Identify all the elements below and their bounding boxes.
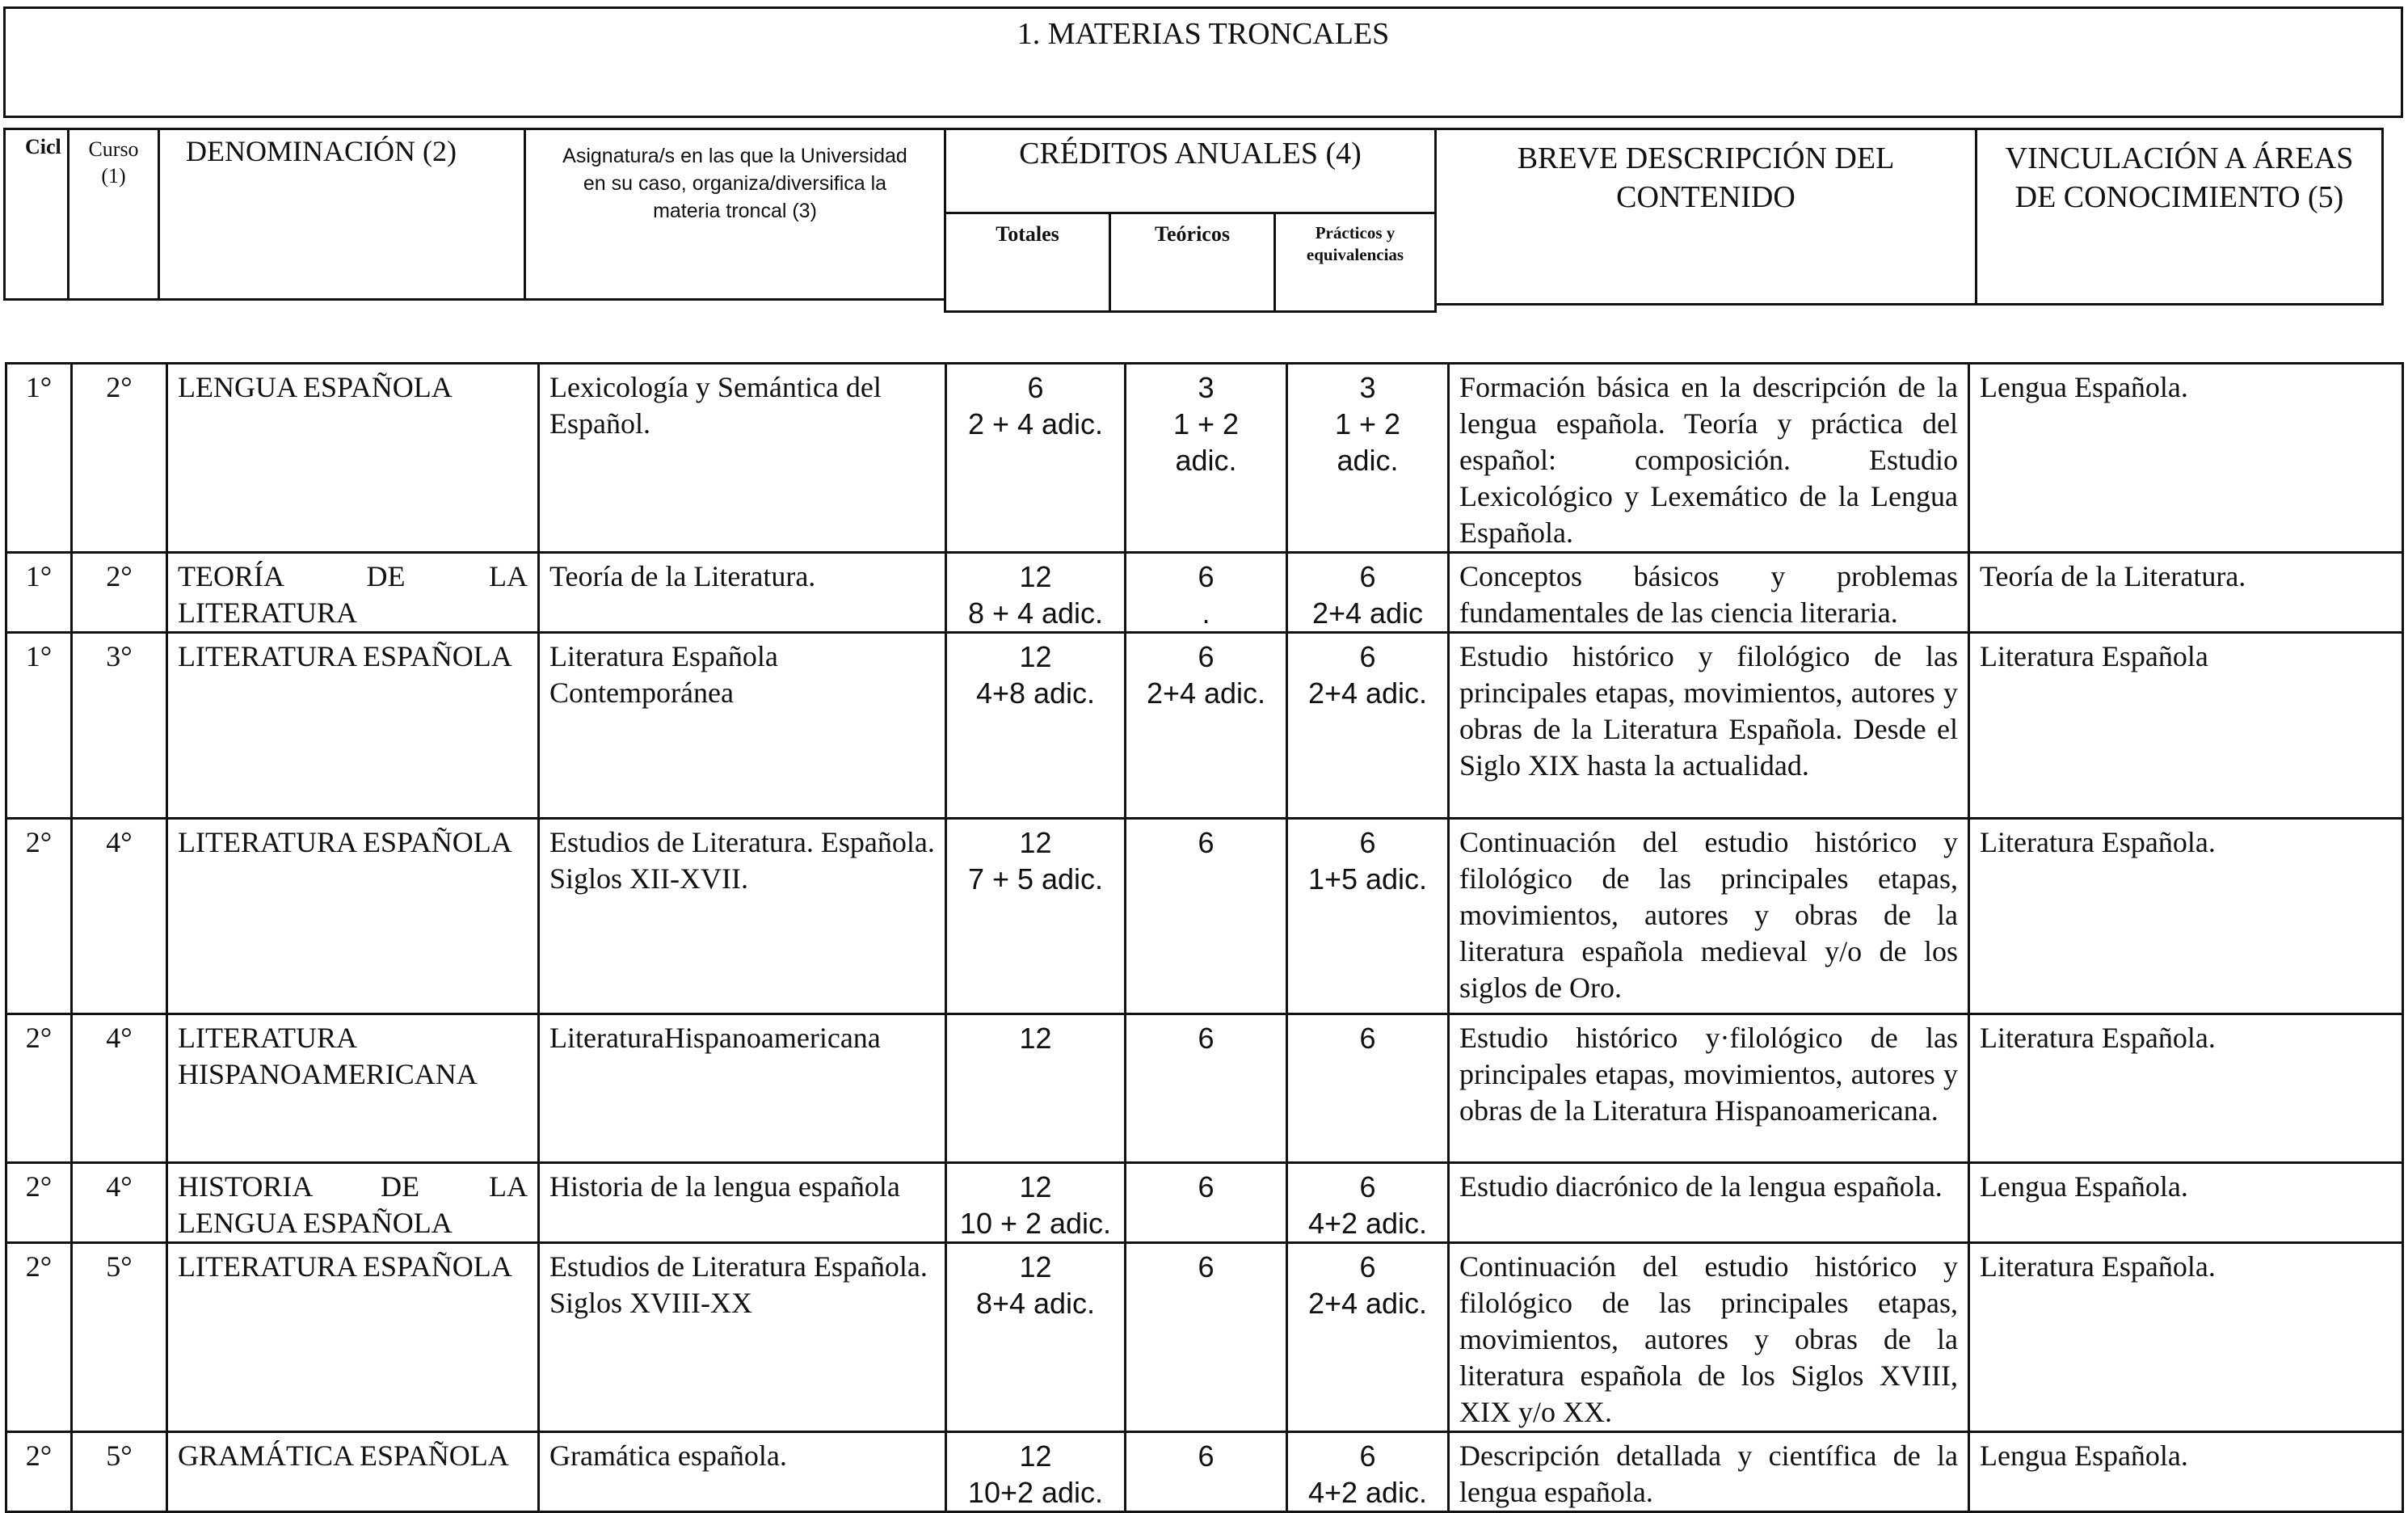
cell-curso: 3°: [72, 633, 167, 819]
cell-teoricos: 6 .: [1126, 553, 1287, 633]
cell-practicos: 6 2+4 adic: [1287, 553, 1449, 633]
header-curso: [67, 128, 160, 301]
header-teoricos: [1109, 212, 1276, 313]
table-row: [6, 1243, 2403, 1432]
cell-asignatura: Estudios de Literatura. Española. Siglos XII-XVII.: [539, 819, 946, 1014]
cell-denominacion: LENGUA ESPAÑOLA: [167, 364, 539, 553]
cell-denominacion: LITERATURA ESPAÑOLA: [167, 819, 539, 1014]
cell-curso: 4°: [72, 1163, 167, 1243]
cell-denominacion: HISTORIA DE LA LENGUA ESPAÑOLA: [167, 1163, 539, 1243]
cell-vinculacion: Lengua Española.: [1969, 1432, 2403, 1512]
header-descripcion: [1434, 128, 1977, 306]
table-row: [6, 1014, 2403, 1163]
cell-practicos: 3 1 + 2 adic.: [1287, 364, 1449, 553]
cell-vinculacion: Literatura Española.: [1969, 819, 2403, 1014]
cell-totales: 12 4+8 adic.: [946, 633, 1126, 819]
cell-curso: 4°: [72, 819, 167, 1014]
cell-descripcion: Estudio histórico y filológico de las principales etapas, movimientos, autores y obras de la Literatura Española. Desde el Siglo XIX hasta la actualidad.: [1449, 633, 1969, 819]
cell-descripcion: Conceptos básicos y problemas fundamentales de las ciencia literaria.: [1449, 553, 1969, 633]
cell-descripcion: Continuación del estudio histórico y filológico de las principales etapas, movimientos, autores y obras de la literatura española medieval y/o de los siglos de Oro.: [1449, 819, 1969, 1014]
cell-denominacion: LITERATURA HISPANOAMERICANA: [167, 1014, 539, 1163]
table-row: [6, 1163, 2403, 1243]
cell-ciclo: 1°: [6, 553, 72, 633]
cell-ciclo: 1°: [6, 633, 72, 819]
table-row: [6, 819, 2403, 1014]
cell-teoricos: 6: [1126, 819, 1287, 1014]
cell-teoricos: 3 1 + 2 adic.: [1126, 364, 1287, 553]
cell-denominacion: LITERATURA ESPAÑOLA: [167, 1243, 539, 1432]
cell-curso: 2°: [72, 553, 167, 633]
cell-curso: 2°: [72, 364, 167, 553]
cell-teoricos: 6: [1126, 1163, 1287, 1243]
cell-denominacion: TEORÍA DE LA LITERATURA: [167, 553, 539, 633]
cell-descripcion: Estudio diacrónico de la lengua española.: [1449, 1163, 1969, 1243]
table-row: [6, 1432, 2403, 1512]
troncales-table: [5, 362, 2404, 1513]
header-totales: [944, 212, 1111, 313]
header-teoricos-label: Teóricos: [1155, 222, 1230, 246]
cell-ciclo: 2°: [6, 1163, 72, 1243]
cell-ciclo: 2°: [6, 1243, 72, 1432]
header-totales-label: Totales: [996, 222, 1059, 246]
cell-ciclo: 2°: [6, 819, 72, 1014]
cell-vinculacion: Literatura Española.: [1969, 1014, 2403, 1163]
cell-vinculacion: Teoría de la Literatura.: [1969, 553, 2403, 633]
cell-teoricos: 6: [1126, 1014, 1287, 1163]
header-asignatura-label: Asignatura/s en las que la Universidad en su caso, organiza/diversifica la materia troncal (3): [562, 145, 907, 222]
cell-totales: 12 8+4 adic.: [946, 1243, 1126, 1432]
header-vinculacion: [1975, 128, 2384, 306]
cell-totales: 12 8 + 4 adic.: [946, 553, 1126, 633]
header-practicos: [1273, 212, 1437, 313]
cell-practicos: 6 4+2 adic.: [1287, 1163, 1449, 1243]
header-creditos-label: CRÉDITOS ANUALES (4): [1019, 137, 1362, 171]
cell-asignatura: Literatura Española Contemporánea: [539, 633, 946, 819]
table-row: [6, 633, 2403, 819]
cell-descripcion: Formación básica en la descripción de la lengua española. Teoría y práctica del español: composición. Estudio Lexicológico y Lexemático de la Lengua Española.: [1449, 364, 1969, 553]
header-curso-label: Curso (1): [88, 137, 139, 188]
section-title-box: [3, 6, 2403, 118]
cell-practicos: 6: [1287, 1014, 1449, 1163]
cell-ciclo: 2°: [6, 1014, 72, 1163]
cell-teoricos: 6: [1126, 1432, 1287, 1512]
cell-practicos: 6 1+5 adic.: [1287, 819, 1449, 1014]
cell-practicos: 6 2+4 adic.: [1287, 1243, 1449, 1432]
cell-teoricos: 6 2+4 adic.: [1126, 633, 1287, 819]
cell-asignatura: LiteraturaHispanoamericana: [539, 1014, 946, 1163]
cell-asignatura: Lexicología y Semántica del Español.: [539, 364, 946, 553]
cell-curso: 5°: [72, 1243, 167, 1432]
table-row: [6, 364, 2403, 553]
cell-totales: 12: [946, 1014, 1126, 1163]
cell-totales: 6 2 + 4 adic.: [946, 364, 1126, 553]
cell-vinculacion: Lengua Española.: [1969, 364, 2403, 553]
header-ciclo: [3, 128, 69, 301]
cell-ciclo: 2°: [6, 1432, 72, 1512]
cell-totales: 12 7 + 5 adic.: [946, 819, 1126, 1014]
header-ciclo-label: Cicl: [25, 135, 61, 158]
cell-curso: 5°: [72, 1432, 167, 1512]
cell-asignatura: Estudios de Literatura Española. Siglos XVIII-XX: [539, 1243, 946, 1432]
cell-vinculacion: Literatura Española: [1969, 633, 2403, 819]
cell-vinculacion: Lengua Española.: [1969, 1163, 2403, 1243]
header-asignatura: [524, 128, 946, 301]
header-creditos: [944, 128, 1437, 214]
cell-totales: 12 10+2 adic.: [946, 1432, 1126, 1512]
cell-ciclo: 1°: [6, 364, 72, 553]
cell-practicos: 6 2+4 adic.: [1287, 633, 1449, 819]
header-descripcion-label: BREVE DESCRIPCIÓN DEL CONTENIDO: [1517, 141, 1895, 214]
section-title: 1. MATERIAS TRONCALES: [1017, 17, 1390, 51]
cell-asignatura: Historia de la lengua española: [539, 1163, 946, 1243]
cell-denominacion: GRAMÁTICA ESPAÑOLA: [167, 1432, 539, 1512]
cell-descripcion: Continuación del estudio histórico y filológico de las principales etapas, movimientos, autores y obras de la literatura española de los Siglos XVIII, XIX y/o XX.: [1449, 1243, 1969, 1432]
cell-asignatura: Teoría de la Literatura.: [539, 553, 946, 633]
cell-denominacion: LITERATURA ESPAÑOLA: [167, 633, 539, 819]
cell-descripcion: Descripción detallada y científica de la lengua española.: [1449, 1432, 1969, 1512]
cell-practicos: 6 4+2 adic.: [1287, 1432, 1449, 1512]
header-denominacion-label: DENOMINACIÓN (2): [186, 135, 457, 167]
cell-totales: 12 10 + 2 adic.: [946, 1163, 1126, 1243]
cell-teoricos: 6: [1126, 1243, 1287, 1432]
cell-descripcion: Estudio histórico y·filológico de las principales etapas, movimientos, autores y obras de la Literatura Hispanoamericana.: [1449, 1014, 1969, 1163]
cell-curso: 4°: [72, 1014, 167, 1163]
header-denominacion: [158, 128, 526, 301]
header-vinculacion-label: VINCULACIÓN A ÁREAS DE CONOCIMIENTO (5): [2005, 141, 2354, 214]
header-practicos-label: Prácticos y equivalencias: [1306, 223, 1404, 265]
cell-vinculacion: Literatura Española.: [1969, 1243, 2403, 1432]
cell-asignatura: Gramática española.: [539, 1432, 946, 1512]
table-row: [6, 553, 2403, 633]
